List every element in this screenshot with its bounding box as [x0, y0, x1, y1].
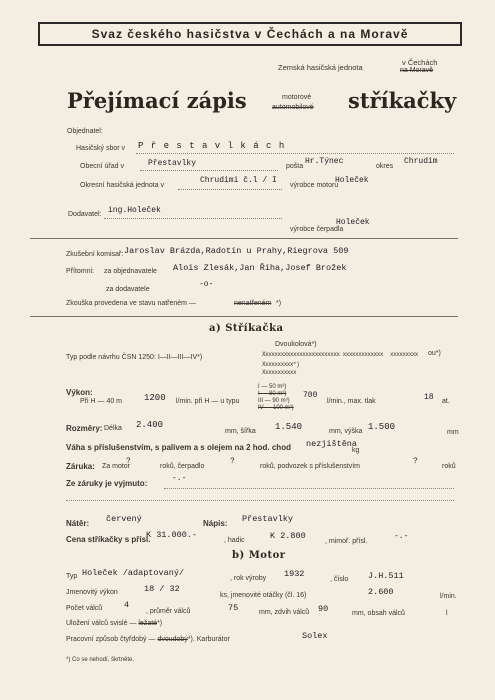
vyrobce-cerpadla-label: výrobce čerpadla [290, 226, 344, 233]
valcu-value: 4 [124, 600, 130, 610]
organization-header: Svaz českého hasičstva v Čechách a na Moravě [38, 22, 462, 46]
footnote: *) Co se nehodí, škrtněte. [66, 657, 135, 663]
vyrobce-motoru-label: výrobce motoru [290, 182, 339, 189]
za-dodavatele-label: za dodavatele [106, 286, 150, 293]
komisar-value: Jaroslav Brázda,Radotín u Prahy,Riegrova 509 [124, 246, 349, 256]
roku-label: roků [442, 463, 456, 470]
sbor-value: P ř e s t a v l k á c h [138, 141, 286, 151]
za-objednavatele-value: Alois Zlesák,Jan Říha,Josef Brožek [173, 263, 347, 273]
motor-typ-value: Holeček /adaptovaný/ [82, 568, 185, 578]
typ-list-3: III — 90 m³) [258, 398, 290, 404]
sbor-label: Hasičský sbor v [76, 145, 126, 152]
nater-label: Nátěr: [66, 519, 90, 528]
mm-sirka-label: mm, šířka [225, 428, 256, 435]
posta-label: pošta [286, 163, 304, 170]
struck-line-3: Xxxxxxxxxxx [262, 369, 297, 376]
zpusob-label: Pracovní způsob čtyřdobý — [66, 636, 156, 643]
struck-line-1-end: xxxxxxxxx [390, 351, 418, 358]
vyrobce-motoru-value: Holeček [335, 176, 369, 185]
document-page: Svaz českého hasičstva v Čechách a na Moravě Zemská hasičská jednota v Čechách na Moravě Přejímací zápis motorové automobilové stříkačky Objednatel: Hasičský sbor v P ř e s t a v l k á c h Obecní úřad v Přestavlky pošta Hr.Týnec okres Chrudim Okresní hasičská jednota v Chrudimi č.l / I výrobce motoru Holeček Dodavatel: ing.Holeček výrobce čerpadla Holeček Zkušební komisař: Jaroslav Brázda,Radotín u Prahy,Riegrova 509 Přítomni: za objednavatele Alois Zlesák,Jan Říha,Josef Brožek za dodavatele -o- Zkouška provedena ve stavu natřeném — nenatřeném *) a) Stříkačka Typ podle návrhu ČSN 1250: I—II—III—IV*) Dvoukolová*) Xxxxxxxxxxxxxxxxxxxxxxxxx xxxxxxxxxxxxx xxxxxxxxx ou*) Xxxxxxxxxx*) Xxxxxxxxxxx Výkon: Při H — 40 m 1200 l/min. při H — u typu I — 50 m³) I — 80 m³) III — 90 m³) IV — 100 m³) 700 l/min., max. tlak 18 at. Rozměry: Délka 2.400 mm, šířka 1.540 mm, výška 1.500 mm Váha s příslušenstvím, s palivem a s olejem na 2 hod. chod nezjištěna kg Záruka: Za motor ? roků, čerpadlo ? roků, podvozek s příslušenstvím ? roků Ze záruky je vyjmuto: -.- Nátěr: červený Nápis: Přestavlky Cena stříkačky s přísl. K 31.000.- , hadic K 2.800 , mimoř. přísl. -.- b) Motor Typ Holeček /adaptovaný/ , rok výroby 1932 , číslo J.H.511 Jmenovitý výkon 18 / 32 ks, jmenovité otáčky (čl. 16) 2.600 l/min. Počet válců 4 , průměr válců 75 mm, zdvih válců 90 mm, obsah válců l Uložení válců svislé — ležaté*) Pracovní způsob čtyřdobý — dvoudobý*). Karburátor Solex *) Co se nehodí, škrtněte. [0, 0, 495, 700]
roku-cerpadlo-label: roků, čerpadlo [160, 463, 205, 470]
jednota-line [178, 189, 282, 190]
zdvih-value: 90 [318, 604, 329, 614]
roku-podvozek-label: roků, podvozek s příslušenstvím [260, 463, 360, 470]
urad-line [140, 170, 278, 171]
karburator-value: Solex [302, 631, 328, 641]
lmin-max-label: l/min., max. tlak [327, 398, 376, 405]
at-label: at. [442, 398, 450, 405]
zpusob-struck: dvoudobý [157, 636, 188, 643]
zaruka-motor-value: ? [126, 457, 131, 466]
mm-label: mm [447, 429, 459, 436]
zaruka-motor-label: Za motor [102, 463, 131, 470]
objednatel-label: Objednatel: [67, 128, 103, 135]
section-b-title: b) Motor [232, 550, 286, 561]
cena-label: Cena stříkačky s přísl. [66, 535, 151, 544]
zemska-jednota-label: Zemská hasičská jednota [278, 63, 363, 72]
vyjimky-value: -.- [172, 474, 187, 483]
hadic-label: , hadic [224, 537, 245, 544]
ulozeni-label: Uložení válců svislé — [66, 620, 137, 627]
sirka-value: 1.540 [275, 422, 303, 432]
vyjimky-line [164, 488, 454, 489]
komisar-label: Zkušební komisař: [66, 251, 124, 258]
struck-line-2: Xxxxxxxxxx*) [262, 361, 300, 368]
cislo-value: J.H.511 [368, 571, 404, 581]
vyrobce-cerpadla-value: Holeček [336, 218, 370, 227]
ks-label: ks, jmenovité otáčky (čl. 16) [220, 592, 307, 599]
rozmery-label: Rozměry: [66, 424, 103, 433]
title-automobilove-struck: automobilové [272, 104, 314, 111]
struck-line-1: Xxxxxxxxxxxxxxxxxxxxxxxxx xxxxxxxxxxxxx [262, 351, 383, 358]
posta-value: Hr.Týnec [305, 157, 344, 166]
za-objednavatele-label: za objednavatele [104, 268, 157, 275]
dvoukolova-label: Dvoukolová*) [275, 341, 317, 348]
typ-list-1: I — 50 m³) [258, 384, 287, 390]
suffix-ou: ou*) [428, 350, 441, 357]
za-dodavatele-value: -o- [199, 280, 214, 289]
vaha-value: nezjištěna [306, 439, 358, 449]
jednota-label: Okresní hasičská jednota v [80, 182, 165, 189]
okres-label: okres [376, 163, 394, 170]
mimor-value: -.- [394, 532, 409, 541]
cena-value: K 31.000.- [146, 530, 198, 540]
zdvih-label: mm, zdvih válců [259, 609, 310, 616]
pritomni-label: Přítomni: [66, 268, 95, 275]
napis-label: Nápis: [203, 519, 228, 528]
pri-h40-label: Při H — 40 m [80, 398, 123, 405]
typ-list-4: IV — 100 m³) [258, 405, 294, 411]
vykon-label: Výkon: [66, 388, 93, 397]
vyska-value: 1.500 [368, 422, 396, 432]
zaruka-cerpadlo-value: ? [230, 457, 235, 466]
zaruka-podvozek-value: ? [413, 457, 418, 466]
urad-value: Přestavlky [148, 159, 197, 168]
vykon-value: 1200 [144, 393, 166, 403]
title-motorove: motorové [282, 94, 312, 101]
sbor-line [136, 153, 454, 154]
lmin-label: l/min. [440, 593, 457, 600]
otacky-value: 2.600 [368, 587, 394, 597]
motor-typ-label: Typ [66, 573, 78, 580]
v-cechach-label: v Čechách [402, 58, 438, 67]
hadic-value: K 2.800 [270, 531, 306, 541]
vyjimky-line-2 [66, 500, 454, 501]
tlak-value: 18 [424, 393, 434, 402]
section-a-title: a) Stříkačka [209, 323, 284, 334]
title-right: stříkačky [348, 88, 457, 113]
vykon-2-value: 700 [303, 391, 318, 400]
divider-1 [30, 238, 458, 239]
prumer-label: , průměr válců [146, 608, 191, 615]
vyjimky-label: Ze záruky je vyjmuto: [66, 479, 148, 488]
vaha-label: Váha s příslušenstvím, s palivem a s olejem na 2 hod. chod [66, 443, 291, 452]
title-left: Přejímací zápis [67, 88, 247, 113]
prumer-value: 75 [228, 603, 239, 613]
mm-vyska-label: mm, výška [329, 428, 363, 435]
dodavatel-value: ing.Holeček [108, 206, 161, 215]
cislo-label: , číslo [330, 576, 349, 583]
kg-label: kg [352, 447, 360, 454]
zkouska-label: Zkouška provedena ve stavu natřeném — [66, 300, 196, 307]
na-morave-struck: na Moravě [400, 67, 434, 74]
delka-label: Délka [104, 425, 122, 432]
zaruka-label: Záruka: [66, 462, 95, 471]
napis-value: Přestavlky [242, 514, 294, 524]
urad-label: Obecní úřad v [80, 163, 124, 170]
zkouska-struck: nenatřeném [234, 300, 272, 307]
mimor-label: , mimoř. přísl. [325, 538, 368, 545]
rok-value: 1932 [284, 569, 305, 579]
jednota-value: Chrudimi č.l / I [200, 176, 277, 185]
jm-vykon-value: 18 / 32 [144, 584, 180, 594]
nater-value: červený [106, 514, 142, 524]
okres-value: Chrudim [404, 157, 438, 166]
dodavatel-label: Dodavatel: [68, 211, 102, 218]
obsah-label: mm, obsah válců [352, 610, 405, 617]
dodavatel-line [104, 218, 282, 219]
ulozeni-struck: ležaté [138, 620, 158, 627]
jm-vykon-label: Jmenovitý výkon [66, 589, 118, 596]
delka-value: 2.400 [136, 420, 164, 430]
typ-list-2: I — 80 m³) [258, 391, 287, 397]
valcu-label: Počet válců [66, 605, 103, 612]
rok-label: , rok výroby [230, 575, 267, 582]
divider-2 [30, 316, 458, 317]
typ-label: Typ podle návrhu ČSN 1250: I—II—III—IV*) [66, 354, 203, 361]
obsah-unit: l [446, 610, 448, 617]
lmin-pri-label: l/min. při H — u typu [176, 398, 240, 405]
